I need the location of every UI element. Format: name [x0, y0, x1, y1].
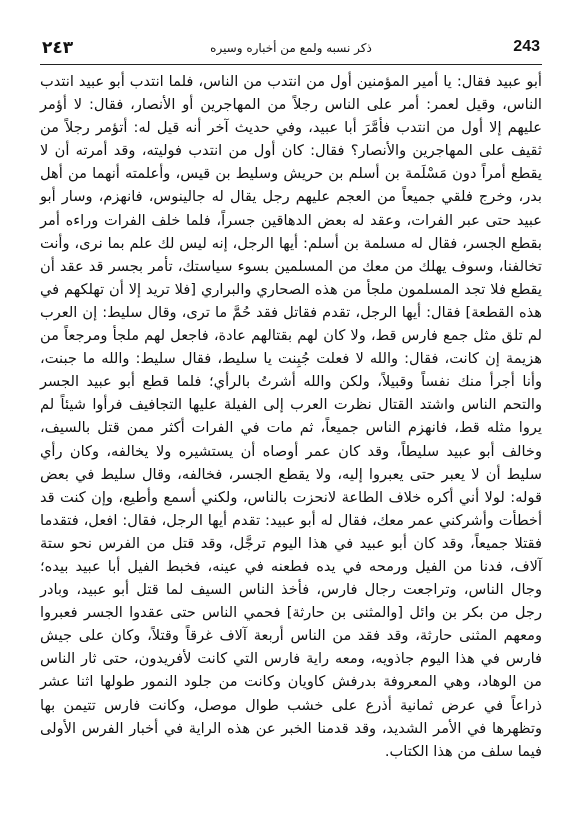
- body-paragraph: أبو عبيد فقال: يا أمير المؤمنين أول من انتدب من الناس، فلما انتدب أبو عبيد انتدب الناس، وقيل لعمر: أمر على الناس رجلاً من المهاجرين أو الأنصار، فقال: لا أؤمر عليهم إلا أول من انتدب فأمَّرَ أبا عبيد، وفي حديث آخر أنه قيل له: أتؤمر رجلاً من ثقيف على المهاجرين والأنصار؟ فقال: كان أول من انتدب فوليته، وقد أمرته أن لا يقطع أمراً دون مَسْلَمة بن أسلم بن حريش وسليط بن قيس، وأعلمته أنهما من أهل بدر، وخرج فلقي جميعاً من العجم عليهم رجل يقال له جالينوس، فانهزم، وسار أبو عبيد حتى عبر الفرات، وعقد له بعض الدهاقين جسراً، فلما خلف الفرات وراءه أمر بقطع الجسر، فقال له مسلمة بن أسلم: أيها الرجل، إنه ليس لك علم بما نرى، وأنت تخالفنا، وسوف يهلك من معك من المسلمين بسوء سياستك، تأمر بجسر قد عقد أن يقطع فلا تجد المسلمون ملجأ من هذه الصحاري والبراري [فلا تريد إلا أن تهلكهم في هذه القطعة] فقال: أيها الرجل، تقدم فقاتل فقد حُمَّ ما ترى، وقال سليط: إن العرب لم تلق مثل جمع فارس قط، ولا كان لهم بقتالهم عادة، فاجعل لهم ملجأ ومرجعاً من هزيمة إن كانت، فقال: والله لا فعلت جُبِنت يا سليط، فقال سليط: والله ما جبنت، وأنا أجرأ منك نفساً وقبيلاً، ولكن والله أشرتُ بالرأي؛ فلما قطع أبو عبيد الجسر والتحم الناس واشتد القتال نظرت العرب إلى الفيلة عليها التجافيف فرأوا شيئاً لم يروا مثله قط، فانهزم الناس جميعاً، ثم مات في الفرات أكثر ممن قتل بالسيف، وخالف أبو عبيد سليطاً، وقد كان عمر أوصاه أن يستشيره ولا يخالفه، وكان رأي سليط أن لا يعبر حتى يعبروا إليه، ولا يقطع الجسر، فخالفه، وقال سليط في بعض قوله: لولا أني أكره خلاف الطاعة لانحزت بالناس، ولكني أسمع وأطيع، وإن كنت قد أخطأت وأشركني عمر معك، فقال له أبو عبيد: تقدم أيها الرجل، فقال: افعل، فتقدما فقتلا جميعاً، وقد كان أبو عبيد في هذا اليوم ترجَّل، وقد قتل من الفرس نحو ستة آلاف، فدنا من الفيل ورمحه في يده فطعنه في عينه، فخبط الفيل أبا عبيد بيده؛ وجال الناس، وتراجعت رجال فارس، فأخذ الناس السيف لما قتل أبو عبيد، وبادر رجل من بكر بن وائل [والمثنى بن حارثة] فحمي الناس حتى عقدوا الجسر فعبروا ومعهم المثنى حارثة، وقد فقد من الناس أربعة آلاف غرقاً وقتلاً، وكان على جيش فارس في هذا اليوم جاذويه، ومعه راية فارس التي كانت لأفريدون، حتى ثار الناس من الوهاد، وهي المعروفة بدرفش كاويان وكانت من جلود النمور طولها اثنا عشر ذراعاً في عرض ثمانية أذرع على خشب طوال موصل، وكانت فارس تتيمن بها وتظهرها في الأمر الشديد، وقد قدمنا الخبر عن هذه الراية في أخبار الفرس الأولى فيما سلف من هذا الكتاب.: [40, 73, 542, 760]
- page-number-latin: 243: [513, 38, 540, 55]
- page-number-arabic: ٢٤٣: [42, 38, 74, 58]
- page-header: [40, 36, 542, 62]
- header-divider: [40, 64, 542, 65]
- running-title: ذكر نسبه ولمع من أخباره وسيره: [210, 41, 372, 55]
- body-text: [40, 70, 542, 763]
